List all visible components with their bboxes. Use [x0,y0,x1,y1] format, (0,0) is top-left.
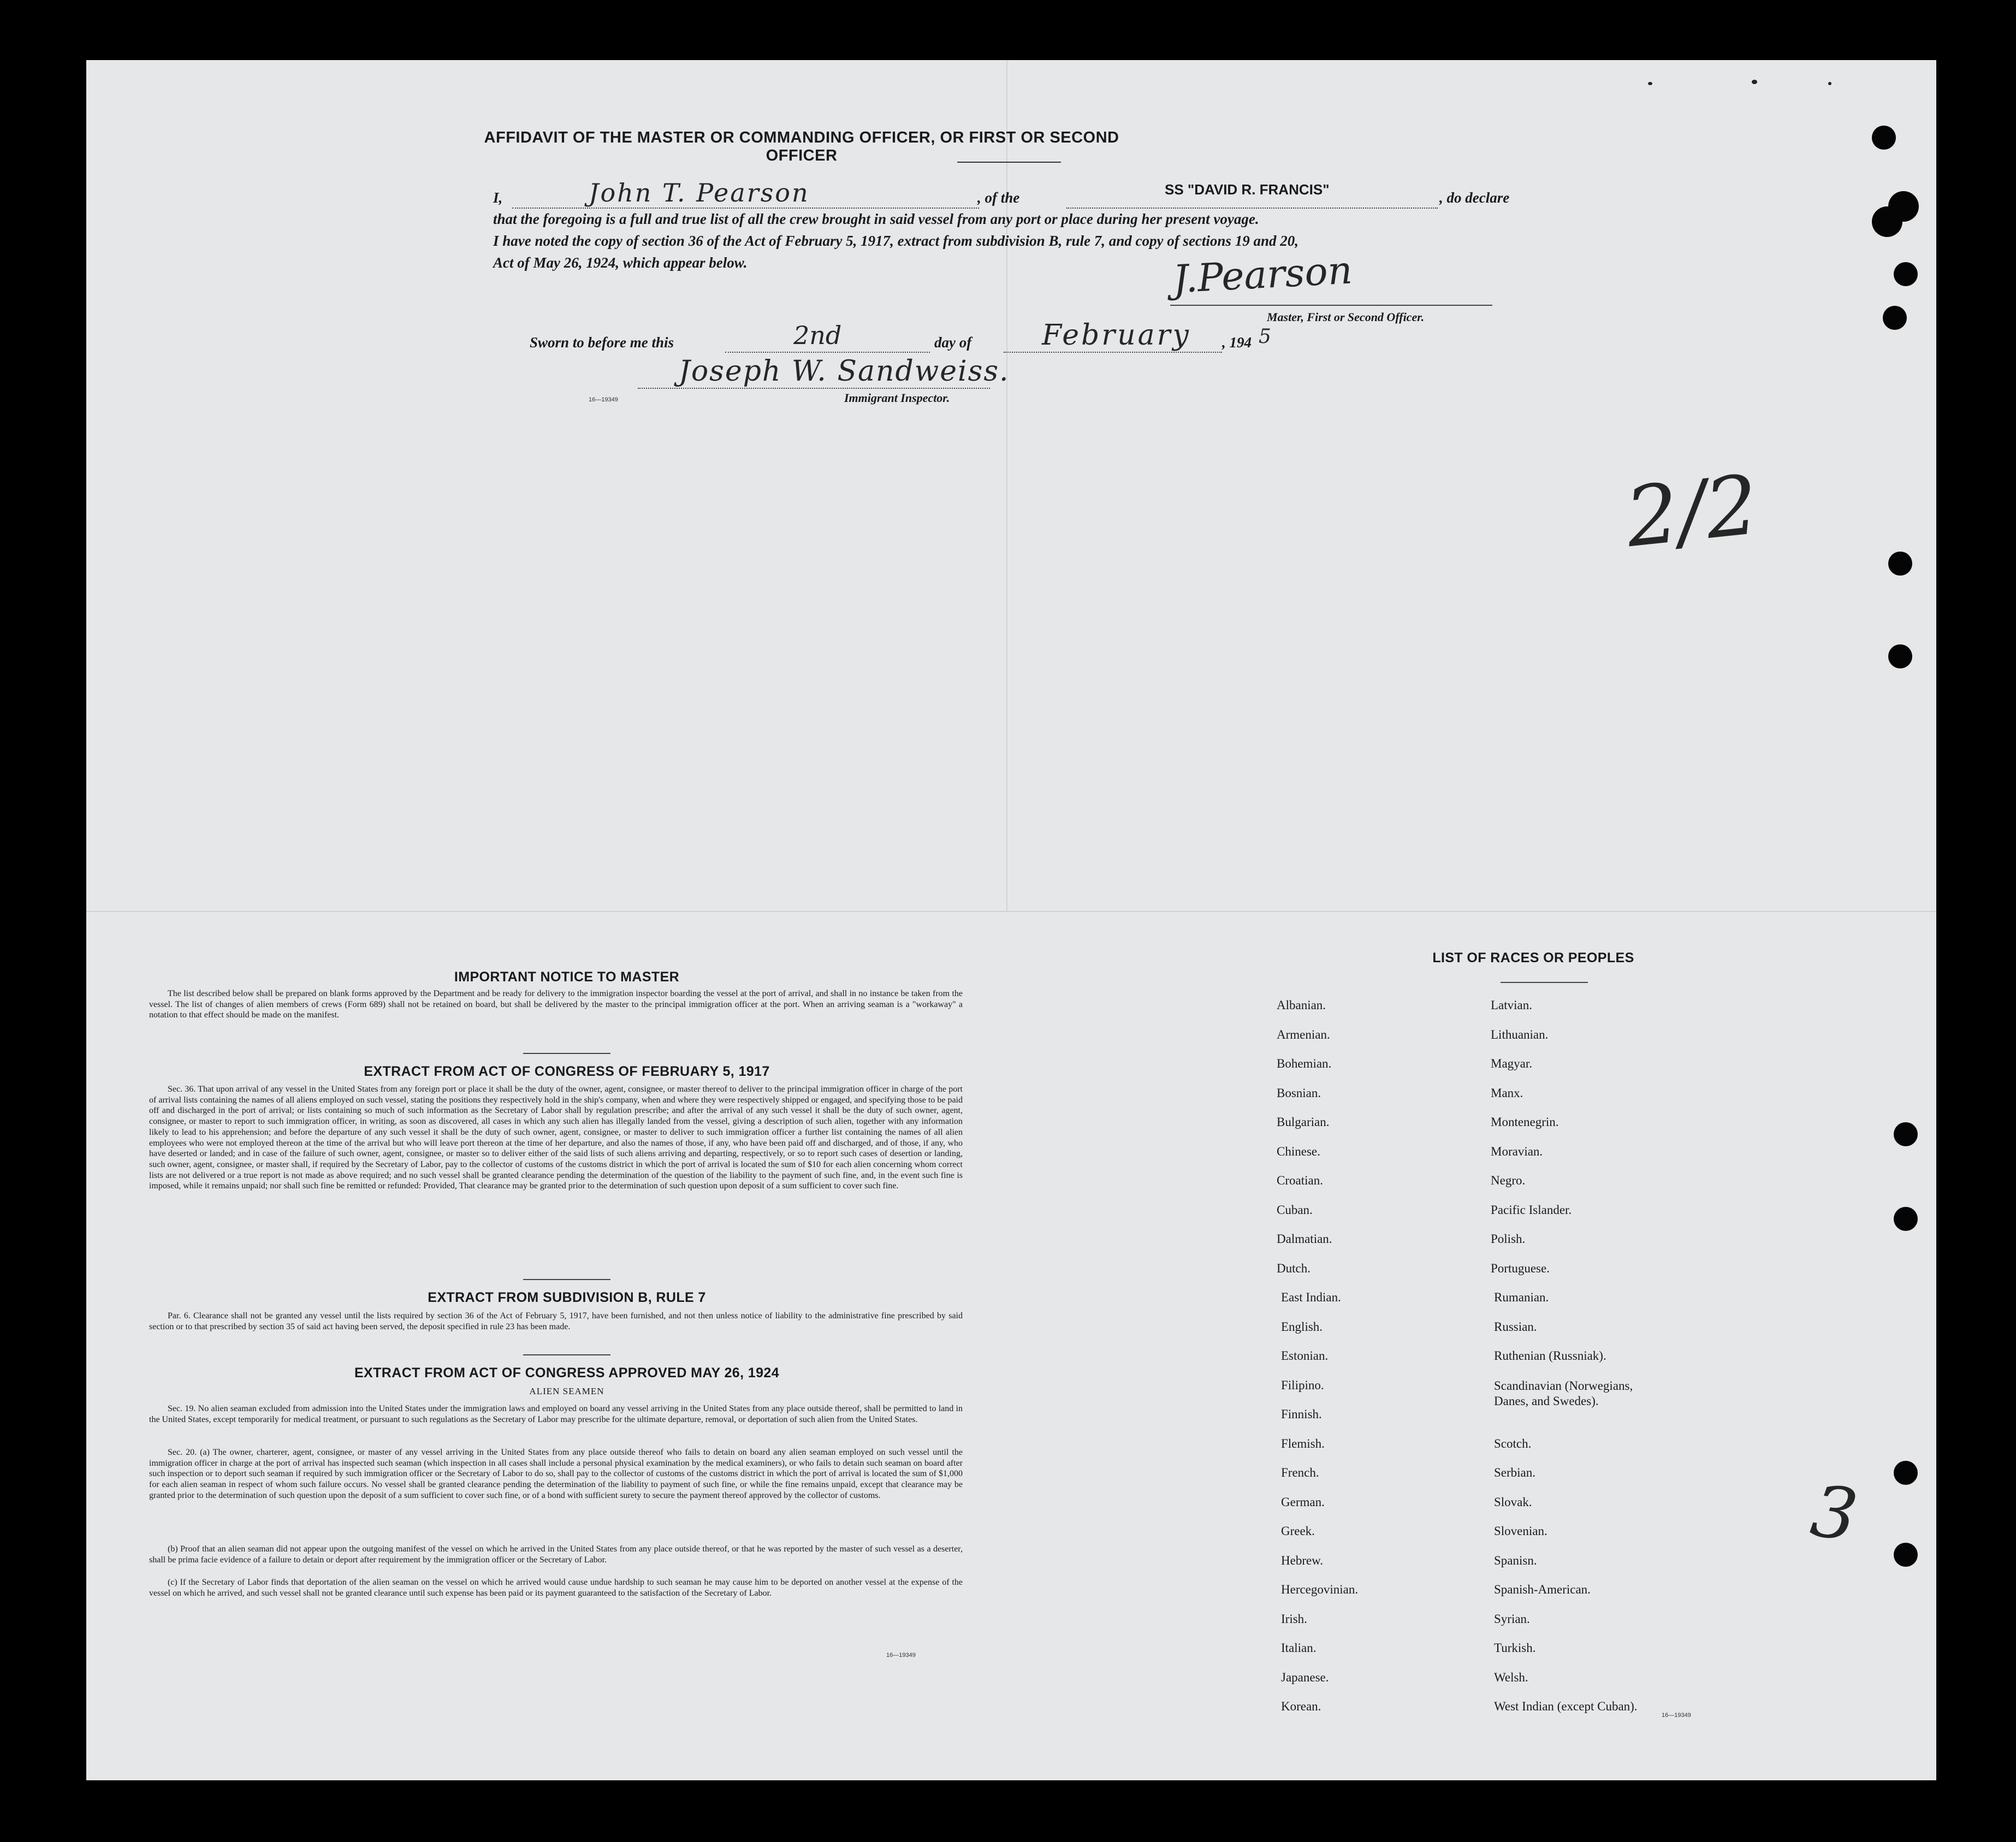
race-item: Cuban. [1277,1203,1313,1217]
sec-19-text: Sec. 19. No alien seaman excluded from admission into the United States under the immigration laws and employed on board any vessel arriving in the United States from any place outside thereof, shall be permitted to land in the United States, except temporarily for medical treatment, or pursuant to such regulations as the Secretary of Labor may prescribe for the ultimate departure, removal, or deportation of such alien from the United States. [149,1404,963,1424]
extract-rule7-title: EXTRACT FROM SUBDIVISION B, RULE 7 [428,1290,706,1305]
race-item: Greek. [1281,1524,1315,1538]
race-item: Polish. [1491,1232,1526,1246]
sec-20b-text: (b) Proof that an alien seaman did not appear upon the outgoing manifest of the vessel on which he arrived in the United States from any place outside thereof, or that he was reported by the master of such vessel as a deserter, shall be prima facie evidence of a failure to detain or deport after requirement by the immigration officer or the Secretary of Labor. [149,1544,963,1565]
race-item: East Indian. [1281,1290,1341,1304]
inspector-signature: Joseph W. Sandweiss. [679,355,1010,388]
year-handwritten: 5 [1259,325,1271,348]
race-item: Bosnian. [1277,1086,1321,1100]
master-signature-caption: Master, First or Second Officer. [1267,310,1425,324]
race-item: Scandinavian (Norwegians, Danes, and Swedes). [1494,1378,1633,1408]
race-item: Serbian. [1494,1466,1536,1479]
master-signature: J.Pearson [1172,247,1354,302]
punch-hole [1894,262,1918,286]
race-item: Latvian. [1491,998,1532,1012]
sworn-month-line [1004,352,1222,353]
race-item: Dutch. [1277,1261,1311,1275]
race-item: Manx. [1491,1086,1523,1100]
race-item: Montenegrin. [1491,1115,1559,1129]
race-item: Syrian. [1494,1612,1530,1626]
extract-1917-text: Sec. 36. That upon arrival of any vessel in the United States from any foreign port or place it shall be the duty of the owner, agent, consignee, or master thereof to deliver to the principal immigration officer in charge of the port of arrival lists containing the names of all aliens employed on such vessel, stating the positions they respectively hold in the ship's company, when and where they were respectively shipped or engaged, and specifying those to be paid off and discharged in the port of arrival; or lists containing so much of such information as the Secretary of Labor shall by regulation prescribe; and after the arrival of any such vessel it shall be the duty of such owner, agent, consignee, or master to report to such immigration officer, in writing, as soon as discovered, all cases in which any such alien has illegally landed from the vessel, giving a description of such alien, together with any information likely to lead to his apprehension; and before the departure of any such vessel it shall be the duty of such owner, agent, consignee, or master to deliver to such immigration officer a further list containing the names of all alien employees who were not employed thereon at the time of the arrival but who will leave port thereon at the time of her departure, and also the names of those, if any, who have been paid off and discharged, and of those, if any, who have deserted or landed; and in case of the failure of such owner, agent, consignee, or master so to deliver either of the said lists of such aliens arriving and departing, respectively, or so to report such cases of desertion or landing, such owner, agent, consignee, or master shall, if required by the Secretary of Labor, pay to the collector of customs of the customs district in which the port of arrival is located the sum of $10 for each alien concerning whom correct lists are not delivered or a true report is not made as above required; and no such vessel shall be granted clearance pending the determination of the question of the liability to the payment of such fine, and, in the event such fine is imposed, while it remains unpaid; nor shall such fine be remitted or refunded: Provided, That clearance may be granted prior to the determination of such question upon deposit of a sum sufficient to cover such fine. [149,1085,963,1191]
master-name-line [512,208,979,209]
punch-hole [1894,1122,1918,1146]
paper-speck [1828,82,1831,85]
punch-hole [1894,1461,1918,1485]
race-item: Armenian. [1277,1027,1330,1041]
punch-hole [1872,126,1896,150]
race-item: Italian. [1281,1641,1317,1655]
sworn-prefix: Sworn to before me this [530,334,674,351]
races-list-title: LIST OF RACES OR PEOPLES [1432,950,1634,966]
race-item: French. [1281,1466,1319,1479]
sworn-month-handwritten: February [1042,319,1191,352]
punch-hole [1888,552,1912,576]
important-notice-text: The list described below shall be prepared on blank forms approved by the Department and be ready for delivery to the immigration inspector boarding the vessel at the port of arrival, and shall in no instance be taken from the vessel. The list of changes of alien members of crews (Form 689) shall not be retained on board, but shall be delivered by the master to the principal immigration officer at the port. When an arriving seaman is a "workaway" a notation to that effect should be made on the manifest. [149,989,963,1020]
page-number-note: 3 [1806,1468,1863,1558]
race-item: Slovak. [1494,1495,1532,1509]
race-item: Portuguese. [1491,1261,1550,1275]
title-divider [957,162,1061,163]
affidavit-title: AFFIDAVIT OF THE MASTER OR COMMANDING OFFICER, OR FIRST OR SECOND OFFICER [484,129,1119,164]
race-item: Scotch. [1494,1436,1532,1450]
punch-hole [1888,644,1912,668]
punch-hole [1894,1207,1918,1231]
race-item: Finnish. [1281,1407,1322,1421]
race-item: Albanian. [1277,998,1326,1012]
do-declare-label: , do declare [1439,189,1510,206]
page-fraction-note: 2/2 [1621,457,1763,566]
race-item: Spanisn. [1494,1553,1537,1567]
race-item: Chinese. [1277,1144,1320,1158]
sworn-day-line [725,352,930,353]
extract-1924-title: EXTRACT FROM ACT OF CONGRESS APPROVED MAY 26, 1924 [354,1365,780,1381]
race-item: Magyar. [1491,1057,1533,1070]
race-item: Turkish. [1494,1641,1536,1655]
of-the-label: , of the [977,189,1020,206]
day-of-label: day of [934,334,972,351]
race-item: Slovenian. [1494,1524,1547,1538]
master-signature-line [1170,305,1492,306]
sec-20a-text: Sec. 20. (a) The owner, charterer, agent, consignee, or master of any vessel arriving in the United States from any place outside thereof who fails to detain on board any alien seaman employed on such vessel until the immigration officer in charge at the port of arrival has inspected such seaman (which inspection in all cases shall include a personal physical examination by the medical examiners), or who fails to detain such seaman on board after such inspection or to deport such seaman if required by such immigration officer or the Secretary of Labor to do so, shall pay to the collector of customs of the customs district in which the port of arrival is located the sum of $1,000 for each alien seaman in respect of whom such failure occurs. No vessel shall be granted clearance pending the determination of the liability to payment of such fine, or while the fine remains unpaid, except that clearance may be granted prior to the determination of such question upon the deposit of a sum sufficient to cover such fine, or of a bond with sufficient surety to secure the payment thereof approved by the collector of customs. [149,1448,963,1500]
race-item: Bulgarian. [1277,1115,1330,1129]
race-item: Negro. [1491,1174,1526,1187]
section-divider [523,1354,610,1355]
race-item: Japanese. [1281,1670,1329,1684]
section-divider [523,1053,610,1054]
race-item: Moravian. [1491,1144,1543,1158]
inspector-signature-line [638,388,990,389]
race-item: Spanish-American. [1494,1583,1591,1596]
year-prefix: , 194 [1222,334,1252,351]
section-divider [523,1279,610,1280]
affidavit-form-number: 16—19349 [589,396,618,403]
affidavit-line-3: I have noted the copy of section 36 of the Act of February 5, 1917, extract from subdivision B, rule 7, and copy of sections 19 and 20, [493,233,1298,249]
document-page [86,60,1936,1780]
extract-rule7-text: Par. 6. Clearance shall not be granted any vessel until the lists required by section 36 of the Act of February 5, 1917, have been furnished, and not then unless notice of liability to the administrative fine prescribed by said section or to that prescribed by section 35 of said act having been served, the deposit specified in rule 23 has been made. [149,1311,963,1331]
race-item: West Indian (except Cuban). [1494,1699,1638,1713]
ship-name-line [1066,208,1438,209]
sworn-day-handwritten: 2nd [793,321,842,350]
race-item: Ruthenian (Russniak). [1494,1349,1606,1363]
race-item: Pacific Islander. [1491,1203,1572,1217]
race-item: Croatian. [1277,1174,1323,1187]
race-item: Russian. [1494,1319,1537,1334]
paper-speck [1752,80,1757,84]
race-item: Estonian. [1281,1349,1329,1363]
master-name-handwritten: John T. Pearson [589,178,810,208]
race-item: Filipino. [1281,1378,1324,1392]
paper-speck [1648,82,1652,85]
affidavit-line-4: Act of May 26, 1924, which appear below. [493,254,748,271]
race-item: Lithuanian. [1491,1027,1549,1041]
race-item: Hebrew. [1281,1553,1324,1567]
race-item: German. [1281,1495,1325,1509]
alien-seamen-subtitle: ALIEN SEAMEN [529,1386,604,1396]
race-item: Rumanian. [1494,1290,1549,1304]
races-title-divider [1501,982,1588,983]
affidavit-line-2: that the foregoing is a full and true list of all the crew brought in said vessel from any port or place during her present voyage. [493,211,1259,227]
race-item: Flemish. [1281,1436,1325,1450]
race-item: Bohemian. [1277,1057,1332,1070]
fold-line-vertical [1006,60,1007,912]
race-item: Hercegovinian. [1281,1583,1359,1596]
race-item: Korean. [1281,1699,1321,1713]
punch-hole [1894,1543,1918,1567]
punch-hole [1888,191,1919,222]
race-item: Welsh. [1494,1670,1528,1684]
fold-line-horizontal [86,911,1936,912]
sec-20c-text: (c) If the Secretary of Labor finds that deportation of the alien seaman on the vessel on which he arrived would cause undue hardship to such seaman he may cause him to be deported on another vessel at the expense of the vessel on which he arrived, and such vessel shall not be granted clearance until such expense has been paid or its payment guaranteed to the satisfaction of the Secretary of Labor. [149,1578,963,1598]
race-item: English. [1281,1319,1323,1334]
extract-1917-title: EXTRACT FROM ACT OF CONGRESS OF FEBRUARY 5, 1917 [364,1064,770,1079]
ship-name: SS "DAVID R. FRANCIS" [1165,181,1330,198]
inspector-caption: Immigrant Inspector. [844,391,950,405]
race-item: Irish. [1281,1612,1307,1626]
race-item: Dalmatian. [1277,1232,1332,1246]
important-notice-title: IMPORTANT NOTICE TO MASTER [454,969,680,985]
extract-form-number: 16—19349 [886,1652,916,1659]
punch-hole [1883,306,1907,330]
affidavit-pronoun: I, [493,189,503,206]
races-form-number: 16—19349 [1662,1712,1691,1719]
